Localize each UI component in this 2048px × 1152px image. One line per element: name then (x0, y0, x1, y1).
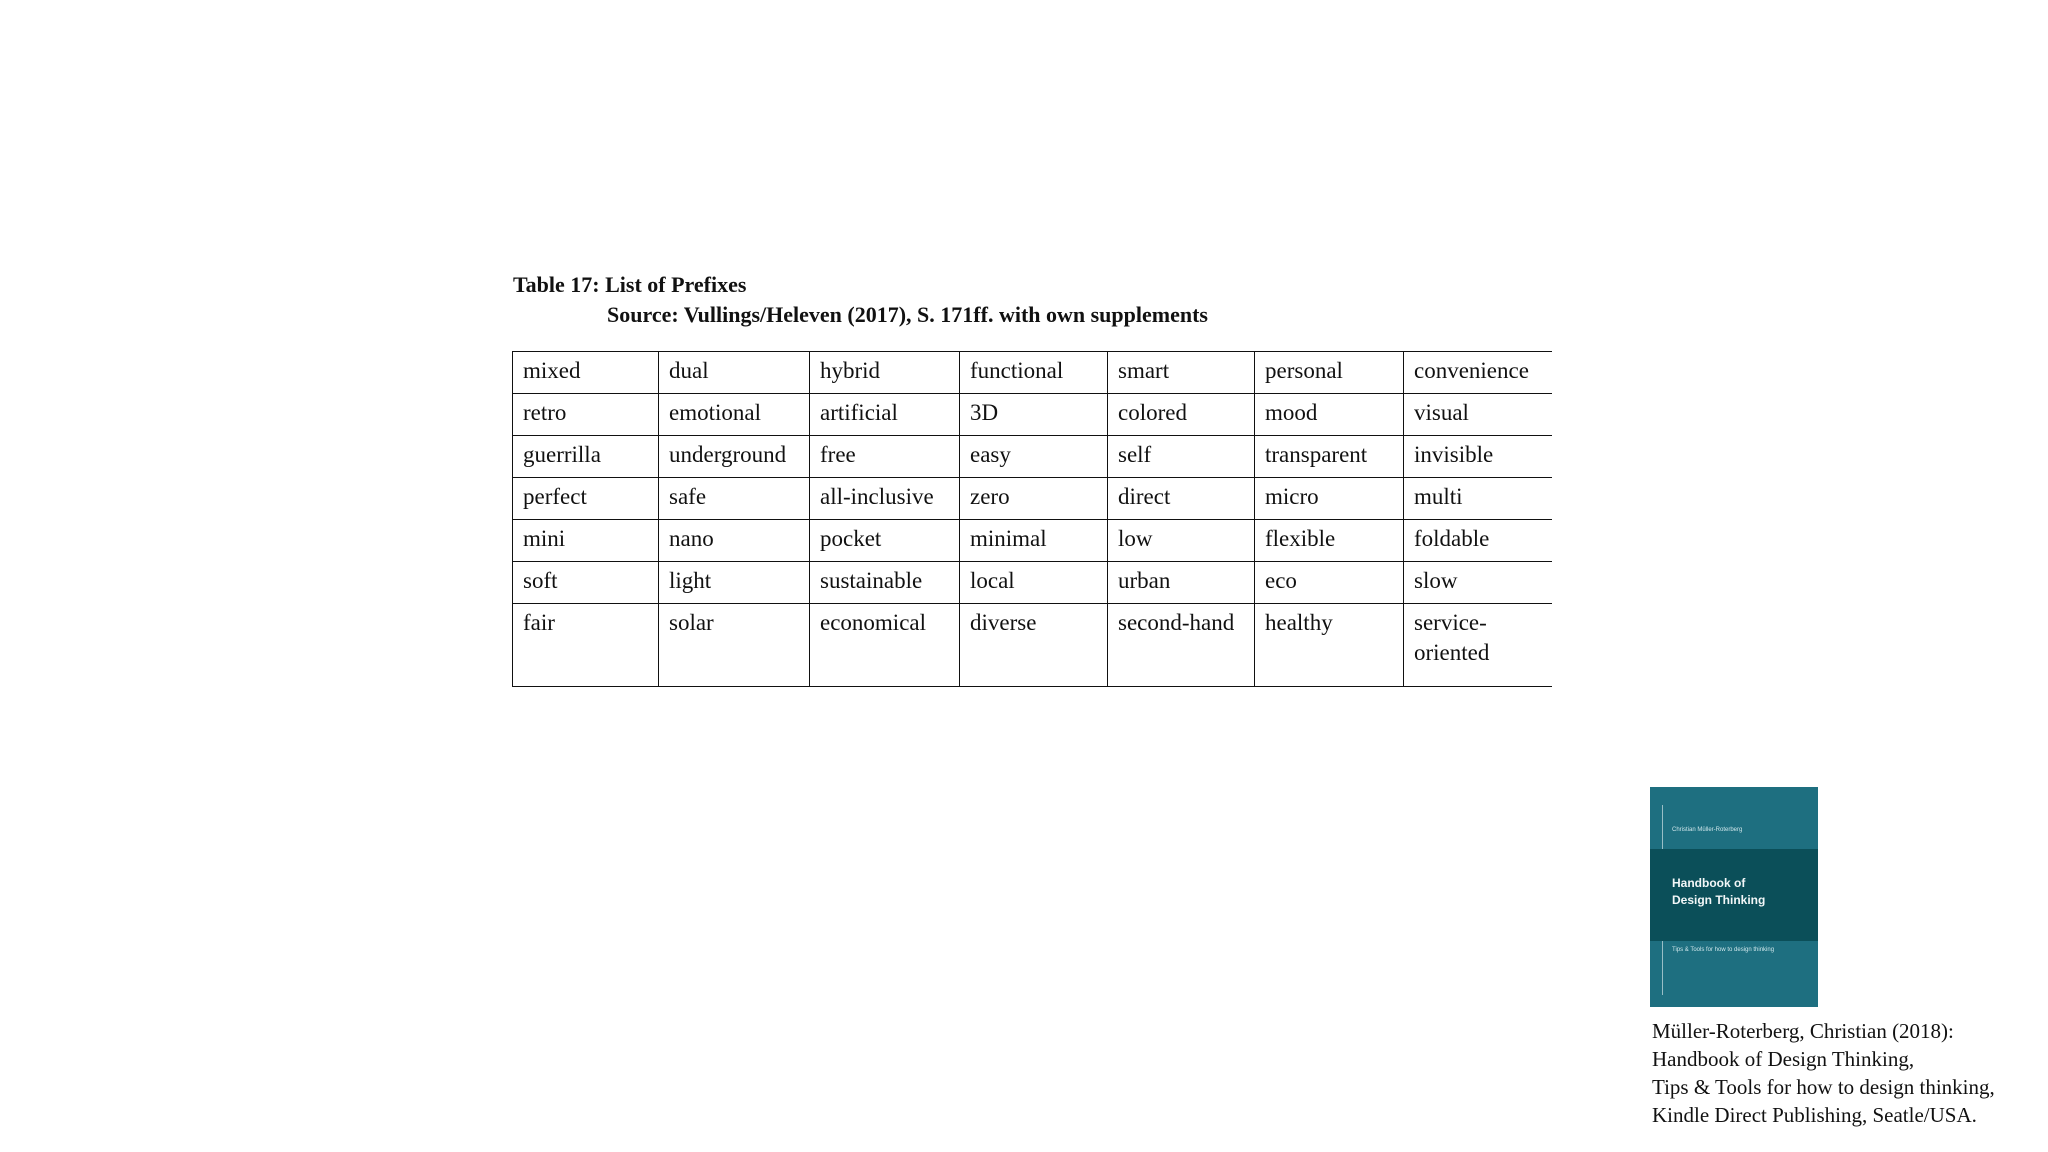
book-reference (1652, 1017, 1995, 1129)
prefix-table (512, 351, 1552, 687)
table-cell: visual (1404, 394, 1552, 436)
table-caption (513, 270, 1208, 330)
table-cell: emotional (659, 394, 810, 436)
table-cell: smart (1108, 352, 1255, 394)
table-cell: slow (1404, 562, 1552, 604)
table-cell: fair (513, 604, 659, 687)
table-cell: pocket (810, 520, 960, 562)
table-cell: colored (1108, 394, 1255, 436)
table-row (513, 436, 1552, 478)
table-cell: hybrid (810, 352, 960, 394)
table-cell: sustainable (810, 562, 960, 604)
table-cell: guerrilla (513, 436, 659, 478)
table-cell: solar (659, 604, 810, 687)
table-cell: diverse (960, 604, 1108, 687)
table-cell: micro (1255, 478, 1404, 520)
table-row (513, 520, 1552, 562)
table-cell: self (1108, 436, 1255, 478)
table-cell: perfect (513, 478, 659, 520)
table-cell: direct (1108, 478, 1255, 520)
table-cell: foldable (1404, 520, 1552, 562)
table-cell: free (810, 436, 960, 478)
table-cell: personal (1255, 352, 1404, 394)
cover-title-line1: Handbook of (1672, 876, 1746, 890)
table-cell: eco (1255, 562, 1404, 604)
table-cell: transparent (1255, 436, 1404, 478)
prefix-table-body (513, 352, 1552, 687)
table-cell: dual (659, 352, 810, 394)
table-cell: 3D (960, 394, 1108, 436)
table-cell: retro (513, 394, 659, 436)
table-cell: service-oriented (1404, 604, 1552, 687)
table-source: Source: Vullings/Heleven (2017), S. 171ff. with own supplements (607, 302, 1208, 327)
reference-line2: Handbook of Design Thinking, (1652, 1047, 1915, 1071)
table-cell: functional (960, 352, 1108, 394)
table-cell: low (1108, 520, 1255, 562)
reference-line1: Müller-Roterberg, Christian (2018): (1652, 1019, 1954, 1043)
table-cell: local (960, 562, 1108, 604)
cover-subtitle: Tips & Tools for how to design thinking (1672, 947, 1775, 953)
table-row (513, 604, 1552, 687)
table-row (513, 478, 1552, 520)
table-cell: convenience (1404, 352, 1552, 394)
table-cell: all-inclusive (810, 478, 960, 520)
table-cell: economical (810, 604, 960, 687)
cover-author: Christian Müller-Roterberg (1672, 827, 1743, 833)
cover-title (1672, 875, 1765, 909)
table-cell: zero (960, 478, 1108, 520)
table-cell: mood (1255, 394, 1404, 436)
table-cell: second-hand (1108, 604, 1255, 687)
table-cell: multi (1404, 478, 1552, 520)
table-cell: artificial (810, 394, 960, 436)
table-cell: invisible (1404, 436, 1552, 478)
table-cell: easy (960, 436, 1108, 478)
table-cell: soft (513, 562, 659, 604)
table-cell: mixed (513, 352, 659, 394)
table-title: Table 17: List of Prefixes (513, 272, 747, 297)
table-row (513, 394, 1552, 436)
table-cell: urban (1108, 562, 1255, 604)
table-cell: flexible (1255, 520, 1404, 562)
table-row (513, 562, 1552, 604)
table-cell: safe (659, 478, 810, 520)
table-cell: light (659, 562, 810, 604)
table-cell: minimal (960, 520, 1108, 562)
reference-line3: Tips & Tools for how to design thinking, (1652, 1075, 1995, 1099)
book-cover-image (1650, 787, 1818, 1007)
table-cell: underground (659, 436, 810, 478)
table-cell: healthy (1255, 604, 1404, 687)
table-cell: nano (659, 520, 810, 562)
table-cell: mini (513, 520, 659, 562)
reference-line4: Kindle Direct Publishing, Seatle/USA. (1652, 1103, 1977, 1127)
cover-title-line2: Design Thinking (1672, 893, 1766, 907)
table-row (513, 352, 1552, 394)
